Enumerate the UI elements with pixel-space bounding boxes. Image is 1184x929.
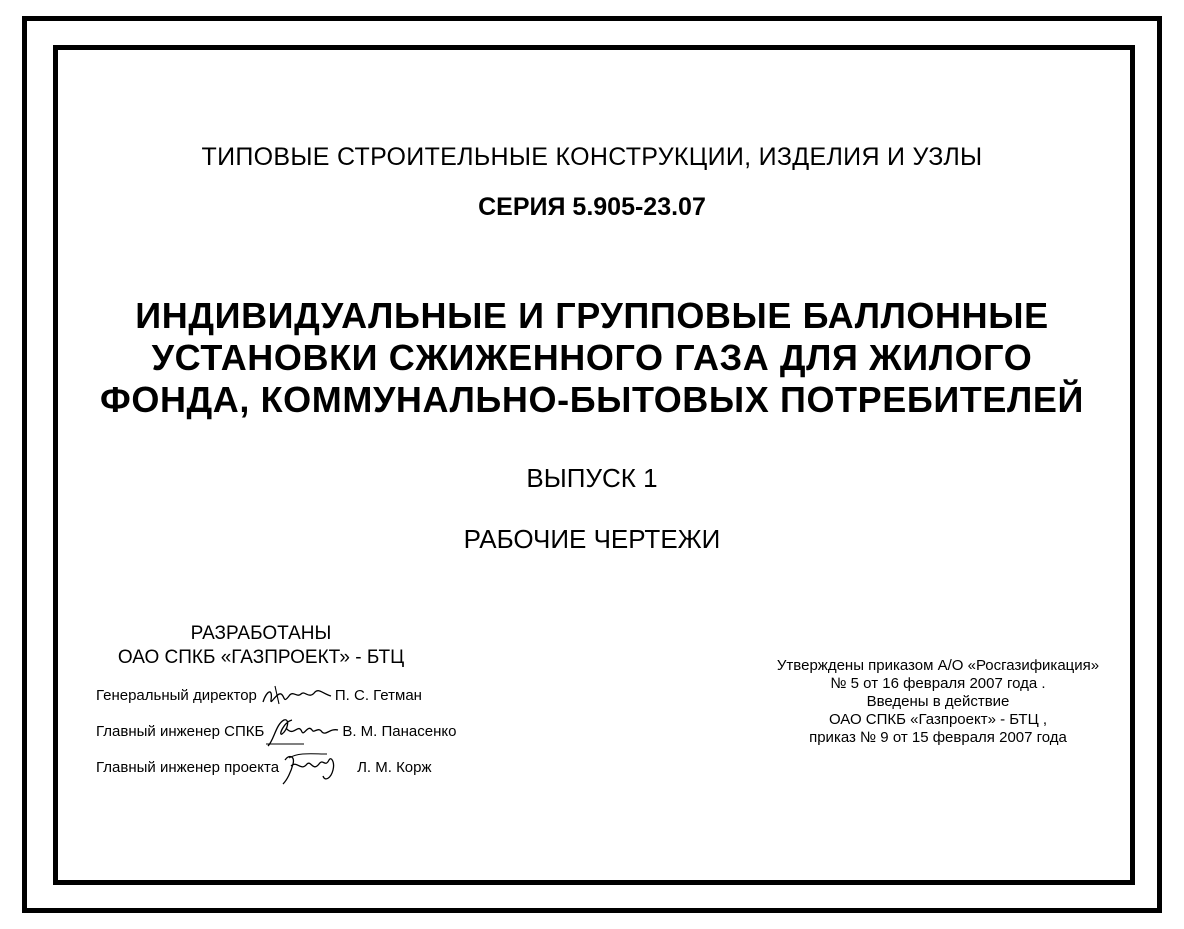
developed-label: РАЗРАБОТАНЫ [190, 623, 332, 644]
series-number: СЕРИЯ 5.905-23.07 [478, 193, 706, 221]
signature-role: Главный инженер проекта [96, 759, 280, 776]
signature-mark-icon [257, 678, 335, 714]
main-title [0, 295, 1184, 421]
signature-mark-icon [264, 714, 342, 750]
signature-name: Л. М. Корж [357, 759, 432, 776]
signature-row [96, 750, 456, 786]
main-title-line: ФОНДА, КОММУНАЛЬНО-БЫТОВЫХ ПОТРЕБИТЕЛЕЙ [100, 379, 1084, 420]
signature-list [96, 678, 456, 786]
signature-name: П. С. Гетман [334, 687, 422, 704]
signature-role: Главный инженер СПКБ [96, 723, 265, 740]
signature-role: Генеральный директор [96, 687, 257, 704]
header-title: ТИПОВЫЕ СТРОИТЕЛЬНЫЕ КОНСТРУКЦИИ, ИЗДЕЛИЯ И УЗЛЫ [201, 143, 983, 171]
approval-line: ОАО СПКБ «Газпроект» - БТЦ , [828, 711, 1048, 728]
developed-organization: ОАО СПКБ «ГАЗПРОЕКТ» - БТЦ [117, 647, 405, 668]
section-label: РАБОЧИЕ ЧЕРТЕЖИ [463, 524, 721, 554]
approval-line: приказ № 9 от 15 февраля 2007 года [809, 729, 1067, 746]
approval-line: № 5 от 16 февраля 2007 года . [830, 675, 1046, 692]
signature-row [96, 714, 456, 750]
main-title-line: УСТАНОВКИ СЖИЖЕННОГО ГАЗА ДЛЯ ЖИЛОГО [151, 337, 1033, 378]
approval-line: Утверждены приказом А/О «Росгазификация» [776, 657, 1100, 674]
approval-block [738, 657, 1138, 747]
signature-name: В. М. Панасенко [342, 723, 457, 740]
signature-row [96, 678, 456, 714]
signature-mark-icon [279, 750, 357, 786]
developed-block [96, 622, 426, 670]
approval-line: Введены в действие [866, 693, 1010, 710]
issue-label: ВЫПУСК 1 [526, 463, 658, 493]
main-title-line: ИНДИВИДУАЛЬНЫЕ И ГРУППОВЫЕ БАЛЛОННЫЕ [135, 295, 1049, 336]
